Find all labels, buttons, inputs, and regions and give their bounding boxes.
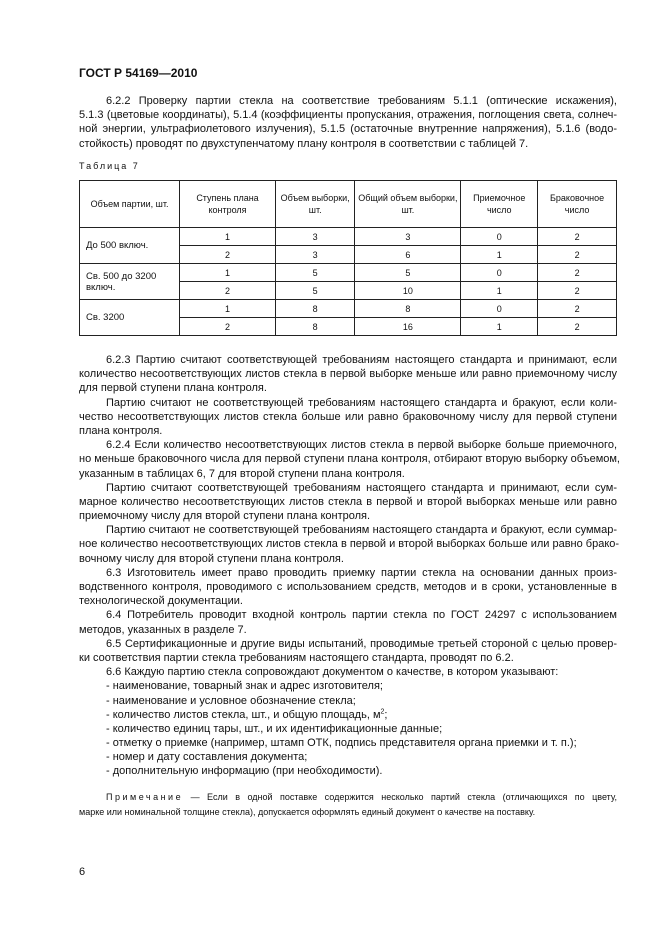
list-item bbox=[79, 736, 617, 750]
list-item-text: - наименование и условное обозначение стекла; bbox=[106, 694, 356, 707]
note bbox=[79, 790, 617, 820]
paragraph bbox=[79, 481, 617, 524]
line-text: вочному числу для второй ступени плана контроля. bbox=[79, 552, 344, 565]
paragraph-line: стойкость) проводят по двухступенчатому плану контроля в соответствии с таблицей 7. bbox=[79, 137, 529, 150]
table-cell: 3 bbox=[355, 228, 461, 246]
table-cell: 3 bbox=[275, 246, 355, 264]
note-line: марке или номинальной толщине стекла), допускается оформлять единый документ о качестве на поставку. bbox=[79, 807, 536, 817]
paragraph-line bbox=[79, 438, 617, 452]
table-cell: 2 bbox=[180, 318, 276, 336]
line-text: 6.2.3 Партию считают соответствующей требованиям настоящего стандарта и принимают, если bbox=[106, 354, 617, 366]
list-item-text: - количество единиц тары, шт., и их идентификационные данные; bbox=[106, 722, 443, 735]
table-cell: 1 bbox=[180, 300, 276, 318]
table-cell: 2 bbox=[180, 246, 276, 264]
paragraph-line bbox=[79, 353, 617, 367]
table-cell: 5 bbox=[275, 282, 355, 300]
line-text: водственного контроля, проводимого с использованием средств, методов и в сроки, установленные в bbox=[79, 581, 617, 593]
table-cell: 2 bbox=[538, 318, 617, 336]
paragraph-line bbox=[79, 467, 617, 481]
paragraph-line bbox=[79, 651, 617, 665]
column-header: Объем партии, шт. bbox=[80, 181, 180, 228]
paragraph-line bbox=[79, 481, 617, 495]
line-text: чество несоответствующих листов стекла больше или равно браковочному числу для первой ступени bbox=[79, 410, 617, 423]
page-number: 6 bbox=[79, 866, 86, 878]
paragraph-line: 6.2.2 Проверку партии стекла на соответствие требованиям 5.1.1 (оптические искажения), bbox=[106, 95, 617, 107]
table-row bbox=[80, 264, 617, 282]
list-item bbox=[79, 679, 617, 693]
table-row bbox=[80, 228, 617, 246]
paragraph bbox=[79, 665, 617, 679]
paragraph-line: ной энергии, ультрафиолетового излучения), 5.1.5 (остаточные внутренние напряжения), 5.1.6 (водо- bbox=[79, 123, 617, 136]
superscript: 2 bbox=[380, 708, 385, 716]
list-item bbox=[79, 694, 617, 708]
table-cell: 1 bbox=[180, 264, 276, 282]
paragraph-line bbox=[79, 608, 617, 622]
paragraph-line bbox=[79, 452, 620, 466]
column-header: Общий объем выборки, шт. bbox=[355, 181, 461, 228]
lot-size-cell: Св. 500 до 3200 включ. bbox=[80, 264, 180, 300]
paragraph-line bbox=[79, 396, 617, 410]
table-cell: 6 bbox=[355, 246, 461, 264]
table-cell: 2 bbox=[538, 282, 617, 300]
paragraph bbox=[79, 566, 617, 609]
list-item-text: - отметку о приемке (например, штамп ОТК, подпись представителя органа приемки и т. п.); bbox=[106, 737, 577, 750]
paragraph-line bbox=[79, 623, 617, 637]
line-text: Партию считают не соответствующей требованиям настоящего стандарта и бракуют, если коли- bbox=[106, 396, 617, 409]
table-cell: 0 bbox=[461, 264, 538, 282]
paragraph-line bbox=[79, 637, 617, 651]
paragraph-line bbox=[79, 552, 617, 566]
table-cell: 8 bbox=[355, 300, 461, 318]
paragraph-line bbox=[79, 523, 617, 537]
line-text: но меньше браковочного числа для первой ступени плана контроля, отбирают вторую выборку объемом, bbox=[79, 453, 620, 466]
column-header: Браковочное число bbox=[538, 181, 617, 228]
line-text: 6.5 Сертификационные и другие виды испытаний, проводимые третьей стороной с целью провер- bbox=[106, 637, 617, 650]
table-cell: 5 bbox=[275, 264, 355, 282]
table-cell: 1 bbox=[180, 228, 276, 246]
paragraph-line bbox=[79, 410, 617, 424]
table-cell: 0 bbox=[461, 228, 538, 246]
paragraph-line bbox=[79, 594, 617, 608]
paragraph bbox=[79, 438, 620, 481]
table-cell: 0 bbox=[461, 300, 538, 318]
table-cell: 1 bbox=[461, 246, 538, 264]
line-text: плана контроля. bbox=[79, 424, 163, 437]
list-item bbox=[79, 750, 617, 764]
paragraph bbox=[79, 353, 617, 396]
table-cell: 2 bbox=[538, 300, 617, 318]
table-caption: Таблица 7 bbox=[79, 161, 140, 171]
table-cell: 2 bbox=[180, 282, 276, 300]
paragraph bbox=[79, 523, 620, 566]
paragraph-line bbox=[79, 509, 617, 523]
list-item-text: - количество листов стекла, шт., и общую площадь, м bbox=[106, 708, 381, 721]
paragraph bbox=[79, 637, 617, 665]
line-text: 6.4 Потребитель проводит входной контроль партии стекла по ГОСТ 24297 с использованием bbox=[106, 609, 617, 622]
line-text: технологической документации. bbox=[79, 595, 243, 608]
paragraph-line bbox=[79, 566, 617, 580]
column-header: Объем выборки, шт. bbox=[275, 181, 355, 228]
column-header: Приемочное число bbox=[461, 181, 538, 228]
list-item-text: - наименование, товарный знак и адрес изготовителя; bbox=[106, 680, 383, 693]
table-cell: 3 bbox=[275, 228, 355, 246]
paragraph-line bbox=[79, 495, 617, 509]
line-text: Партию считают соответствующей требованиям настоящего стандарта и принимают, если сум- bbox=[106, 481, 617, 494]
table-cell: 5 bbox=[355, 264, 461, 282]
paragraph-line: 5.1.3 (цветовые координаты), 5.1.4 (коэффициенты пропускания, отражения, поглощения света, солнеч- bbox=[79, 109, 617, 122]
list-item bbox=[79, 764, 617, 778]
table-cell: 16 bbox=[355, 318, 461, 336]
paragraph bbox=[79, 608, 617, 636]
paragraph-line bbox=[79, 580, 617, 594]
table-cell: 8 bbox=[275, 300, 355, 318]
line-text: ки соответствия партии стекла требованиям настоящего стандарта, проводят по 6.2. bbox=[79, 651, 514, 664]
line-text: ное количество несоответствующих листов стекла в первой и второй выборках больше или равно брако- bbox=[79, 538, 620, 551]
column-header: Ступень плана контроля bbox=[180, 181, 276, 228]
paragraph-line bbox=[79, 367, 617, 381]
paragraph-line bbox=[79, 381, 617, 395]
line-text: количество несоответствующих листов стекла в первой выборке меньше или равно приемочному числу bbox=[79, 368, 617, 381]
punctuation: ; bbox=[384, 708, 388, 721]
paragraph-line bbox=[79, 424, 617, 438]
line-text: методов, указанных в разделе 7. bbox=[79, 623, 247, 636]
line-text: марное количество несоответствующих листов стекла в первой и второй выборках меньше или равно bbox=[79, 495, 617, 508]
line-text: 6.6 Каждую партию стекла сопровождают документом о качестве, в котором указывают: bbox=[106, 666, 559, 679]
requirements-list bbox=[79, 679, 617, 778]
lot-size-cell: Св. 3200 bbox=[80, 300, 180, 336]
table-cell: 1 bbox=[461, 318, 538, 336]
note-label: Примечание bbox=[106, 792, 184, 802]
table-row bbox=[80, 300, 617, 318]
lot-size-cell: До 500 включ. bbox=[80, 228, 180, 264]
list-item bbox=[79, 708, 617, 722]
table-cell: 1 bbox=[461, 282, 538, 300]
list-item-text: - номер и дату составления документа; bbox=[106, 751, 308, 764]
list-item bbox=[79, 722, 617, 736]
table-cell: 8 bbox=[275, 318, 355, 336]
paragraph bbox=[79, 396, 617, 439]
paragraph-line bbox=[79, 665, 617, 679]
table-cell: 2 bbox=[538, 246, 617, 264]
line-text: приемочному числу для второй ступени плана контроля. bbox=[79, 510, 371, 523]
line-text: Партию считают не соответствующей требованиям настоящего стандарта и бракуют, если суммар- bbox=[106, 524, 617, 537]
table-7 bbox=[79, 180, 617, 336]
paragraph-line bbox=[79, 537, 620, 551]
table-cell: 2 bbox=[538, 264, 617, 282]
paragraph-6-2-2 bbox=[79, 94, 617, 151]
line-text: 6.3 Изготовитель имеет право проводить приемку партии стекла на основании данных произ- bbox=[106, 566, 617, 579]
document-header: ГОСТ Р 54169—2010 bbox=[79, 66, 198, 80]
table-header-row bbox=[80, 181, 617, 228]
document-body bbox=[79, 353, 620, 779]
table-cell: 10 bbox=[355, 282, 461, 300]
line-text: для первой ступени плана контроля. bbox=[79, 382, 267, 395]
note-line: Примечание — Если в одной поставке содержится несколько партий стекла (отличающихся по цвету, bbox=[106, 792, 617, 802]
line-text: указанным в таблицах 6, 7 для второй ступени плана контроля. bbox=[79, 467, 405, 480]
line-text: 6.2.4 Если количество несоответствующих листов стекла в первой выборке больше приемочного, bbox=[106, 439, 617, 452]
list-item-text: - дополнительную информацию (при необходимости). bbox=[106, 765, 383, 778]
table-cell: 2 bbox=[538, 228, 617, 246]
